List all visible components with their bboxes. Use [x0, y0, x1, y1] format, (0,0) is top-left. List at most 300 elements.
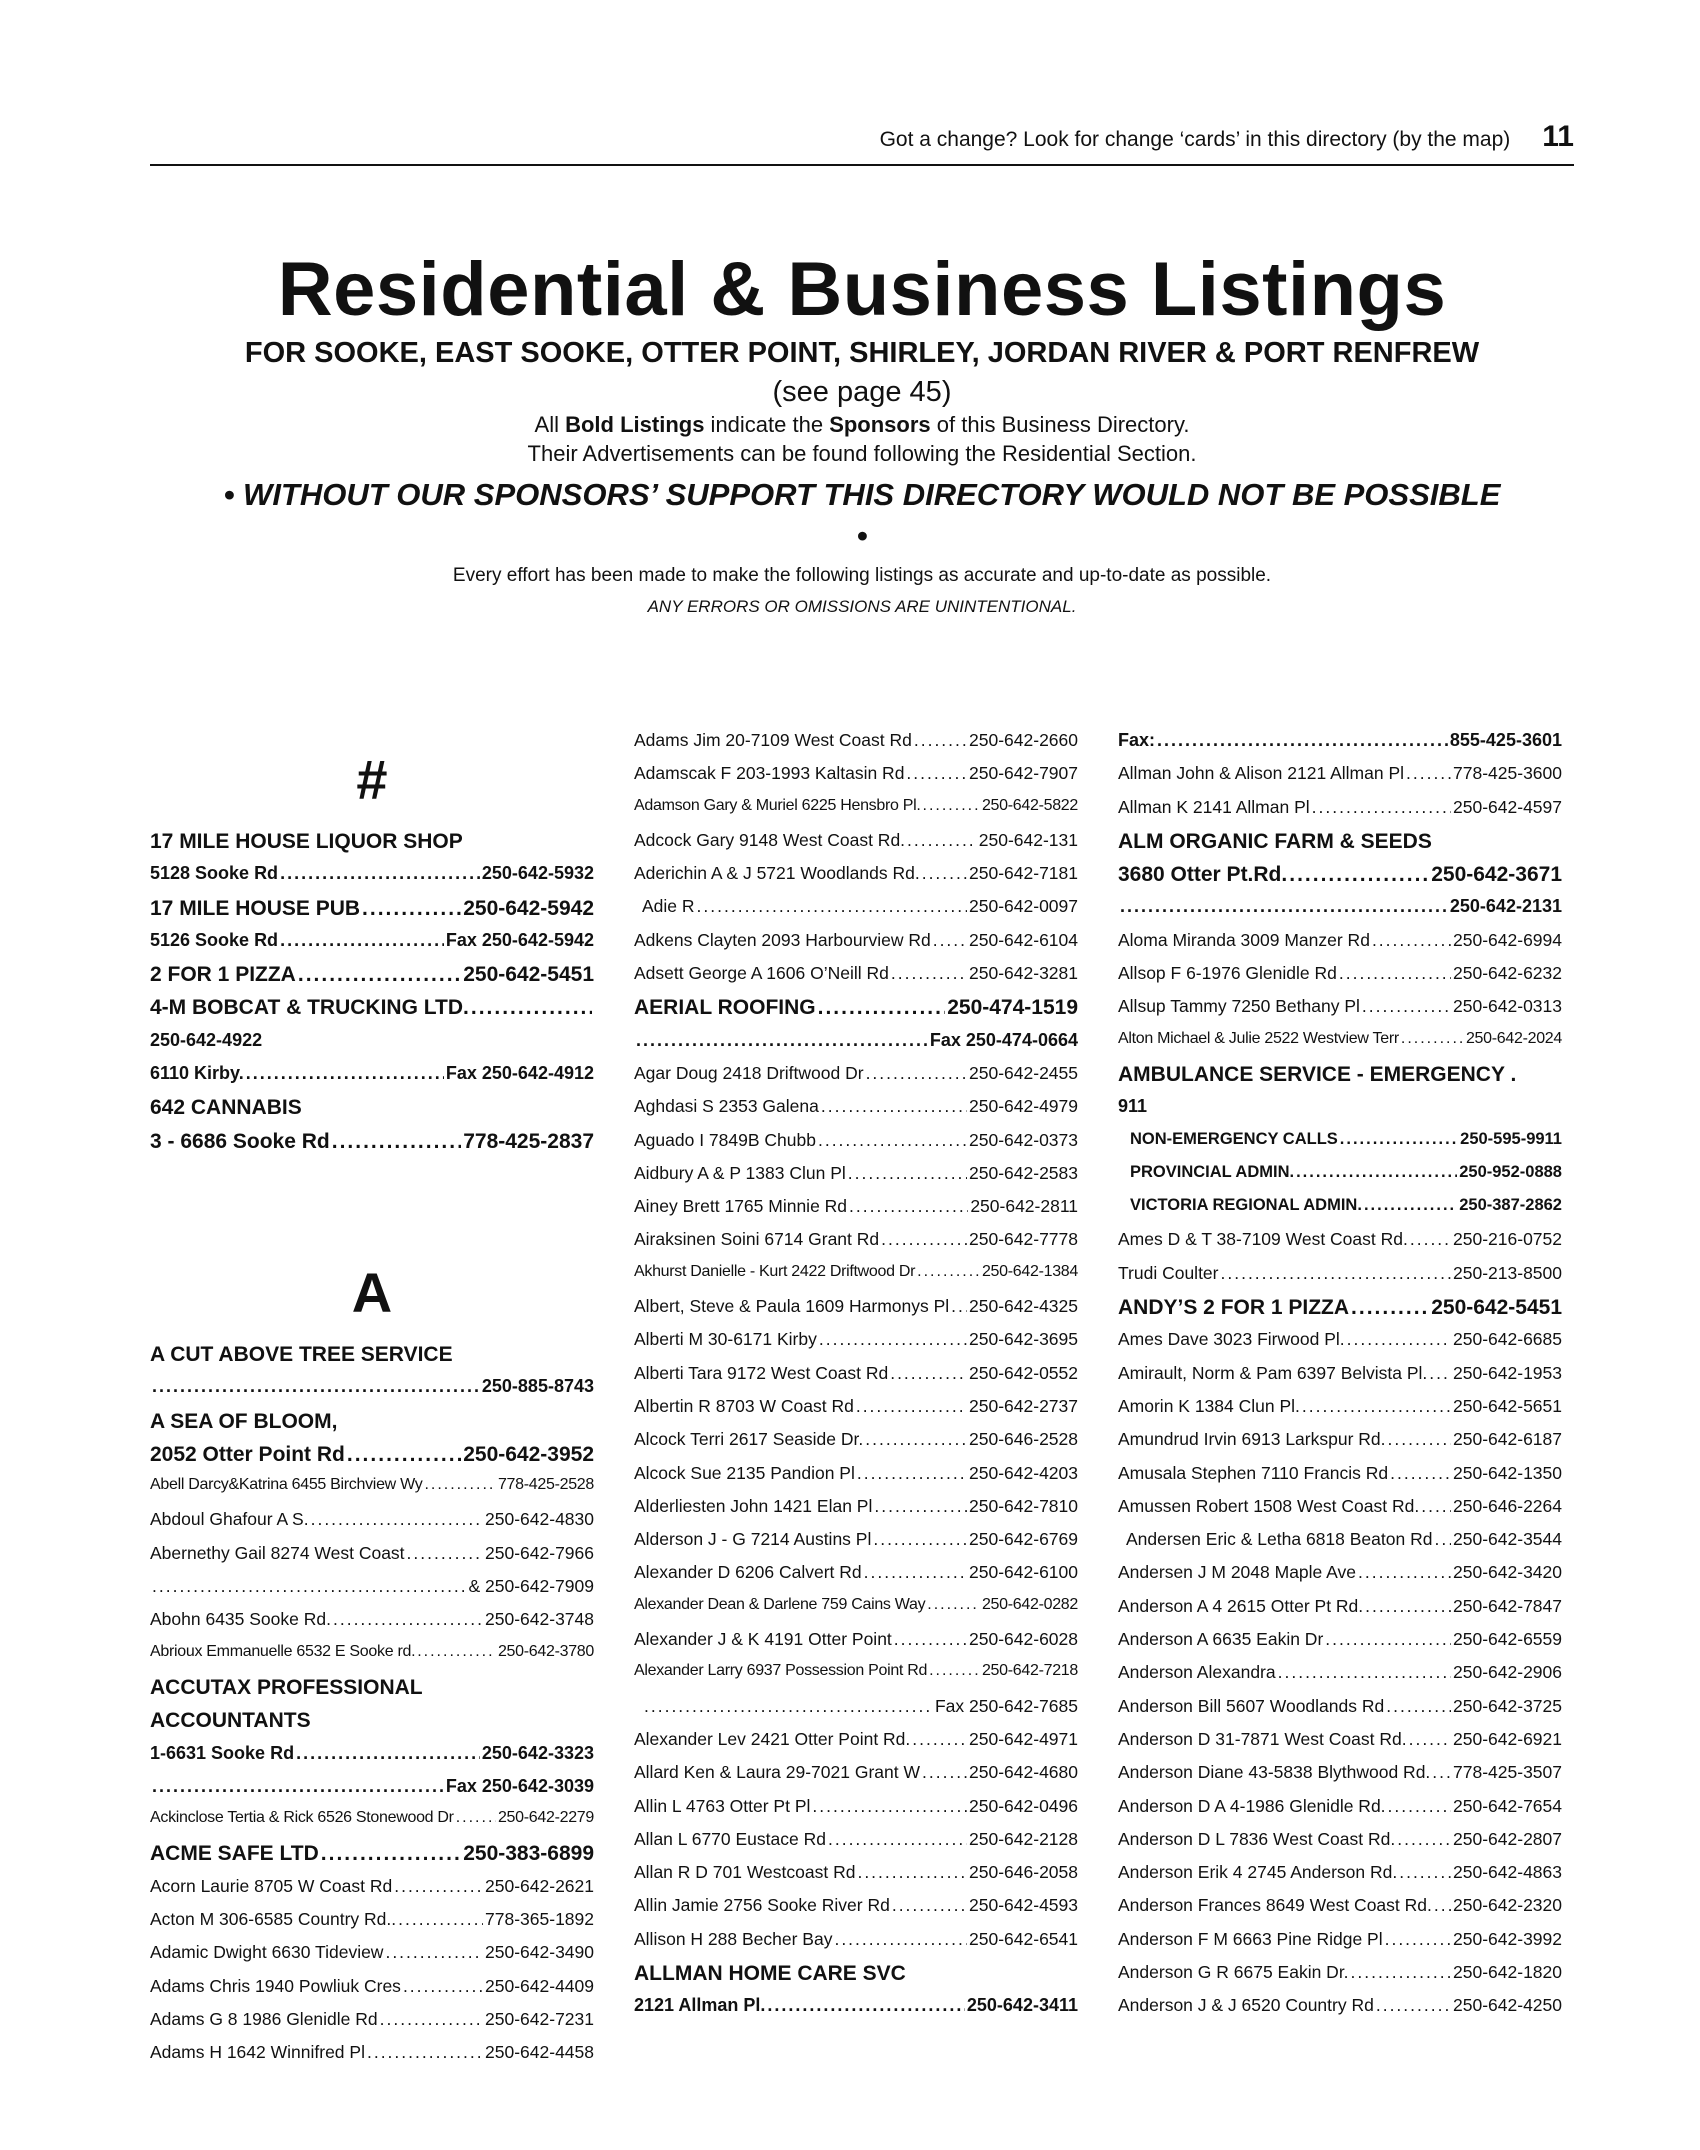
listing-phone: 250-642-6028	[969, 1629, 1078, 1650]
listing-entry	[634, 1229, 1078, 1262]
listing-name: Alcock Sue 2135 Pandion Pl	[634, 1462, 855, 1483]
listing-phone: Fax 250-642-4912	[445, 1063, 594, 1084]
dot-leader	[333, 1609, 483, 1630]
listing-entry	[634, 1895, 1078, 1928]
listing-name: 2 FOR 1 PIZZA	[150, 963, 296, 987]
dot-leader	[1296, 1163, 1457, 1182]
listing-entry	[1118, 863, 1562, 896]
listing-phone: 250-642-1820	[1453, 1961, 1562, 1982]
listing-name: Adamscak F 203-1993 Kaltasin Rd	[634, 763, 905, 784]
dot-leader	[1358, 1562, 1451, 1583]
listing-name: ALM ORGANIC FARM & SEEDS	[1118, 829, 1432, 853]
listing-phone: 250-216-0752	[1453, 1229, 1562, 1250]
listing-phone: 778-425-2528	[497, 1476, 594, 1494]
listing-name: Trudi Coulter	[1118, 1262, 1219, 1283]
dot-leader	[856, 1396, 967, 1417]
listing-phone: 250-642-6187	[1453, 1429, 1562, 1450]
listing-phone: 250-642-3420	[1453, 1562, 1562, 1583]
listing-entry	[634, 1696, 1078, 1729]
listing-name: Adamic Dwight 6630 Tideview	[150, 1942, 384, 1963]
listing-entry	[634, 1862, 1078, 1895]
listing-name: 6110 Kirby.	[150, 1063, 244, 1084]
listing-entry	[150, 930, 594, 963]
listing-phone: 250-383-6899	[463, 1842, 594, 1866]
listing-name: Allsup Tammy 7250 Bethany Pl	[1118, 996, 1360, 1017]
listing-entry	[150, 1096, 594, 1129]
listing-name: Anderson D A 4-1986 Glenidle Rd.	[1118, 1795, 1386, 1816]
dot-leader	[818, 996, 946, 1020]
dot-leader	[857, 1463, 967, 1484]
listing-phone: 250-642-7907	[969, 763, 1078, 784]
listing-phone: 250-642-7966	[485, 1542, 594, 1563]
listing-name: Aloma Miranda 3009 Manzer Rd	[1118, 929, 1370, 950]
listing-name: Aidbury A & P 1383 Clun Pl	[634, 1162, 846, 1183]
listing-phone: 250-642-5651	[1453, 1395, 1562, 1416]
listing-name: 4-M BOBCAT & TRUCKING LTD.	[150, 996, 469, 1020]
dot-leader	[636, 1030, 928, 1051]
listing-phone: 250-642-131	[978, 829, 1078, 850]
listing-name: Andersen Eric & Letha 6818 Beaton Rd	[1126, 1529, 1433, 1550]
listing-name: Ames D & T 38-7109 West Coast Rd.	[1118, 1229, 1408, 1250]
listing-phone: 250-642-6232	[1453, 963, 1562, 984]
listing-phone: 250-642-3544	[1453, 1529, 1562, 1550]
running-header	[150, 120, 1574, 156]
listing-name: 250-642-4922	[150, 1029, 263, 1050]
listing-entry	[1118, 1729, 1562, 1762]
dot-leader	[819, 1329, 967, 1350]
listing-name: Allison H 288 Becher Bay	[634, 1928, 833, 1949]
listing-entry	[634, 1796, 1078, 1829]
dot-leader	[1397, 1829, 1451, 1850]
listing-phone: 250-642-4979	[969, 1096, 1078, 1117]
dot-leader	[906, 763, 967, 784]
listing-phone: 250-642-5932	[481, 863, 594, 884]
accuracy-note: Every effort has been made to make the following listings as accurate and up-to-date as possible.	[452, 565, 1272, 586]
listing-entry	[1118, 830, 1562, 863]
listing-name: Amirault, Norm & Pam 6397 Belvista Pl.	[1118, 1362, 1428, 1383]
dot-leader	[849, 1196, 968, 1217]
header-rule	[150, 164, 1574, 166]
listing-entry	[150, 1376, 594, 1409]
listing-name: Andersen J M 2048 Maple Ave	[1118, 1562, 1357, 1583]
listing-entry	[1118, 1363, 1562, 1396]
dot-leader	[834, 1929, 967, 1950]
listing-entry	[634, 896, 1078, 929]
listing-phone: 778-365-1892	[485, 1909, 594, 1930]
dot-leader	[1339, 963, 1451, 984]
listing-name: 1-6631 Sooke Rd	[150, 1742, 295, 1763]
listing-name: Adkens Clayten 2093 Harbourview Rd	[634, 929, 931, 950]
listing-entry	[150, 897, 594, 930]
dot-leader	[1399, 1862, 1451, 1883]
listing-phone: 250-642-3952	[463, 1442, 594, 1466]
ads-note: Their Advertisements can be found following the Residential Section.	[527, 441, 1197, 466]
listing-entry	[634, 1263, 1078, 1296]
dot-leader	[894, 1629, 967, 1650]
title-block	[150, 248, 1574, 622]
dot-leader	[866, 1063, 967, 1084]
dot-leader	[398, 1909, 483, 1930]
dot-leader	[280, 863, 480, 884]
listing-phone: 250-642-7778	[969, 1229, 1078, 1250]
listing-entry	[634, 863, 1078, 896]
listing-phone: & 250-642-7909	[468, 1576, 594, 1597]
listing-phone: 250-213-8500	[1453, 1262, 1562, 1283]
support-statement: • WITHOUT OUR SPONSORS’ SUPPORT THIS DIRECTORY WOULD NOT BE POSSIBLE •	[223, 477, 1501, 553]
listing-entry	[150, 1410, 594, 1443]
dot-leader	[907, 830, 977, 851]
dot-leader	[892, 1895, 967, 1916]
listing-name: ACCUTAX PROFESSIONAL	[150, 1675, 423, 1699]
listing-entry	[150, 1130, 594, 1163]
listing-phone: 250-642-6104	[969, 929, 1078, 950]
listing-name: Anderson F M 6663 Pine Ridge Pl	[1118, 1928, 1383, 1949]
listing-entry	[1118, 1662, 1562, 1695]
dot-leader	[933, 930, 967, 951]
listing-entry	[634, 1096, 1078, 1129]
listing-name: Amussen Robert 1508 West Coast Rd.	[1118, 1495, 1420, 1516]
dot-leader	[912, 1729, 967, 1750]
listing-entry	[150, 830, 594, 863]
sponsor-note	[150, 410, 1574, 439]
listing-entry	[634, 1496, 1078, 1529]
listing-phone: 250-474-1519	[947, 996, 1078, 1020]
listing-name: Adcock Gary 9148 West Coast Rd.	[634, 829, 906, 850]
listing-phone: 250-642-1350	[1453, 1462, 1562, 1483]
listing-entry	[634, 1296, 1078, 1329]
listing-name: Abell Darcy&Katrina 6455 Birchview Wy	[150, 1476, 423, 1494]
listing-entry	[150, 1709, 594, 1742]
dot-leader	[874, 1496, 967, 1517]
listing-phone: 250-642-2621	[485, 1875, 594, 1896]
dot-leader	[1386, 1696, 1451, 1717]
listing-entry	[1118, 1929, 1562, 1962]
listing-phone: 250-642-2455	[969, 1062, 1078, 1083]
dot-leader	[1365, 1596, 1451, 1617]
listing-phone: 250-642-2024	[1465, 1029, 1562, 1047]
dot-leader	[311, 1509, 483, 1530]
dot-leader	[362, 897, 461, 921]
listing-name: Agar Doug 2418 Driftwood Dr	[634, 1062, 864, 1083]
dot-leader	[914, 730, 967, 751]
listing-name: Allsop F 6-1976 Glenidle Rd	[1118, 963, 1337, 984]
a-listings-part-1	[150, 1343, 594, 2076]
listing-name: Alexander J & K 4191 Otter Point	[634, 1629, 892, 1650]
listing-name: Anderson D 31-7871 West Coast Rd.	[1118, 1728, 1407, 1749]
listing-name: Anderson Frances 8649 West Coast Rd.	[1118, 1895, 1432, 1916]
listing-name: Allman John & Alison 2121 Allman Pl	[1118, 763, 1404, 784]
listing-entry	[634, 1163, 1078, 1196]
listing-phone: 855-425-3601	[1449, 730, 1562, 750]
listing-entry	[1118, 1063, 1562, 1096]
listing-phone: 250-642-4250	[1453, 1995, 1562, 2016]
listing-name: Adams H 1642 Winnifred Pl	[150, 2042, 365, 2063]
listing-phone: 250-642-1384	[981, 1262, 1078, 1280]
listing-entry	[1118, 1163, 1562, 1196]
listing-entry	[634, 1063, 1078, 1096]
dot-leader	[848, 1163, 967, 1184]
listing-phone: 250-646-2058	[969, 1862, 1078, 1883]
dot-leader	[1120, 896, 1448, 917]
page-subtitle: FOR SOOKE, EAST SOOKE, OTTER POINT, SHIRLEY, JORDAN RIVER & PORT RENFREW	[244, 337, 1480, 369]
listing-phone: 250-642-0282	[981, 1595, 1078, 1613]
dot-leader	[1221, 1263, 1452, 1284]
listing-entry	[150, 1576, 594, 1609]
listing-name: Allard Ken & Laura 29-7021 Grant W	[634, 1762, 920, 1783]
listing-phone: 250-642-0097	[969, 896, 1078, 917]
listing-phone: 250-642-7218	[981, 1662, 1078, 1680]
dot-leader	[152, 1776, 444, 1797]
dot-leader	[407, 1543, 483, 1564]
listing-entry	[634, 1596, 1078, 1629]
listing-name: Acton M 306-6585 Country Rd..	[150, 1909, 397, 1930]
errors-note: ANY ERRORS OR OMISSIONS ARE UNINTENTIONAL.	[647, 597, 1077, 616]
listing-phone: 250-642-6100	[969, 1562, 1078, 1583]
listing-phone: Fax 250-642-7685	[934, 1695, 1078, 1716]
listing-entry	[1118, 1396, 1562, 1429]
listing-entry	[1118, 1296, 1562, 1329]
listing-name: Akhurst Danielle - Kurt 2422 Driftwood Dr	[634, 1262, 916, 1280]
dot-leader	[152, 1576, 466, 1597]
listing-name: ALLMAN HOME CARE SVC	[634, 1961, 906, 1985]
dot-leader	[1388, 1796, 1451, 1817]
listing-entry	[634, 930, 1078, 963]
listing-entry	[150, 1842, 594, 1875]
listing-entry	[150, 1063, 594, 1096]
dot-leader	[818, 1130, 967, 1151]
listing-name: Anderson Erik 4 2745 Anderson Rd.	[1118, 1862, 1398, 1883]
listing-phone: 250-642-2320	[1453, 1895, 1562, 1916]
listing-phone: 250-885-8743	[481, 1376, 594, 1397]
sponsor-text-2: indicate the	[704, 412, 830, 437]
listing-name: Anderson Alexandra	[1118, 1662, 1276, 1683]
dot-leader	[922, 863, 967, 884]
listing-entry	[634, 1662, 1078, 1695]
dot-leader	[367, 2042, 483, 2063]
listing-entry	[1118, 797, 1562, 830]
listing-phone: 250-642-3323	[481, 1742, 594, 1763]
dot-leader	[922, 1762, 967, 1783]
listing-entry	[634, 1030, 1078, 1063]
listing-phone: 250-642-2128	[969, 1828, 1078, 1849]
sponsors-text: Sponsors	[829, 412, 931, 437]
dot-leader	[929, 1662, 980, 1680]
listing-entry	[634, 1529, 1078, 1562]
listing-entry	[150, 996, 594, 1029]
listing-entry	[150, 1776, 594, 1809]
dot-leader	[296, 1743, 480, 1764]
listing-name: Ainey Brett 1765 Minnie Rd	[634, 1196, 848, 1217]
listing-entry	[634, 1629, 1078, 1662]
listing-entry	[1118, 963, 1562, 996]
dot-leader	[417, 1643, 496, 1661]
listing-name: Alderliesten John 1421 Elan Pl	[634, 1495, 873, 1516]
listing-entry	[150, 1609, 594, 1642]
listing-phone: 250-642-5451	[1431, 1296, 1562, 1320]
listing-phone: 250-952-0888	[1459, 1162, 1562, 1181]
listing-name: Abrioux Emmanuelle 6532 E Sooke rd.	[150, 1642, 416, 1660]
listing-entry	[1118, 1130, 1562, 1163]
listing-name: Allin Jamie 2756 Sooke River Rd	[634, 1895, 890, 1916]
listing-entry	[1118, 1796, 1562, 1829]
dot-leader	[1347, 1329, 1451, 1350]
listing-column-1	[150, 730, 594, 2076]
dot-leader	[1351, 1962, 1451, 1983]
listing-name: Aguado I 7849B Chubb	[634, 1129, 816, 1150]
listing-phone: 250-642-7181	[969, 863, 1078, 884]
listing-name: ACME SAFE LTD	[150, 1842, 319, 1866]
listing-phone: 250-642-3411	[966, 1995, 1078, 2016]
dot-leader	[1289, 863, 1429, 887]
listing-phone: 250-642-3992	[1453, 1928, 1562, 1949]
listing-name: Abdoul Ghafour A S.	[150, 1509, 309, 1530]
section-heading-hash: #	[356, 748, 388, 811]
listing-entry	[634, 830, 1078, 863]
dot-leader	[1388, 1429, 1452, 1450]
dot-leader	[380, 2009, 483, 2030]
listing-name: Anderson A 6635 Eakin Dr	[1118, 1629, 1324, 1650]
listing-entry	[634, 963, 1078, 996]
dot-leader	[767, 1995, 964, 2016]
listing-entry	[150, 1343, 594, 1376]
listing-name: 5126 Sooke Rd	[150, 929, 279, 950]
listing-phone: 250-642-4863	[1453, 1862, 1562, 1883]
dot-leader	[644, 1696, 933, 1717]
dot-leader	[1421, 1496, 1451, 1517]
listing-name: 642 CANNABIS	[150, 1096, 302, 1120]
listing-name: 5128 Sooke Rd	[150, 863, 279, 884]
listing-entry	[150, 1643, 594, 1676]
listing-phone: Fax 250-474-0664	[929, 1029, 1078, 1050]
listing-name: Alberti M 30-6171 Kirby	[634, 1329, 817, 1350]
listing-name: ANDY’S 2 FOR 1 PIZZA	[1118, 1296, 1350, 1320]
listing-name: 17 MILE HOUSE PUB	[150, 896, 361, 920]
listing-entry	[1118, 1030, 1562, 1063]
listing-name: Allan R D 701 Westcoast Rd	[634, 1862, 856, 1883]
listing-phone: 250-642-4830	[485, 1509, 594, 1530]
listing-name: Amusala Stephen 7110 Francis Rd	[1118, 1462, 1389, 1483]
listing-phone: 250-642-4971	[969, 1728, 1078, 1749]
listing-phone: 250-642-6994	[1453, 929, 1562, 950]
listing-name: Fax:	[1118, 730, 1156, 750]
listing-entry	[634, 1130, 1078, 1163]
listing-name: Acorn Laurie 8705 W Coast Rd	[150, 1875, 393, 1896]
listing-name: Anderson D L 7836 West Coast Rd.	[1118, 1828, 1396, 1849]
dot-leader	[1410, 1229, 1451, 1250]
dot-leader	[394, 1876, 483, 1897]
listing-entry	[1118, 930, 1562, 963]
listing-name: Alexander Lev 2421 Otter Point Rd.	[634, 1728, 911, 1749]
dot-leader	[456, 1809, 496, 1827]
page-title: Residential & Business Listings	[277, 247, 1447, 332]
listing-name: Adsett George A 1606 O’Neill Rd	[634, 963, 889, 984]
listing-name: Alton Michael & Julie 2522 Westview Terr	[1118, 1029, 1399, 1047]
dot-leader	[881, 1229, 967, 1250]
listing-phone: 250-642-4203	[969, 1462, 1078, 1483]
listing-name: NON-EMERGENCY CALLS	[1130, 1129, 1338, 1148]
listing-entry	[634, 730, 1078, 763]
dot-leader	[812, 1796, 967, 1817]
listing-entry	[150, 1030, 594, 1063]
dot-leader	[873, 1529, 967, 1550]
listing-phone: 250-642-6559	[1453, 1629, 1562, 1650]
dot-leader	[865, 1429, 967, 1450]
listing-name: PROVINCIAL ADMIN.	[1130, 1162, 1295, 1181]
listing-entry	[150, 963, 594, 996]
listing-phone: 250-642-5942	[463, 896, 594, 920]
listing-entry	[634, 996, 1078, 1029]
dot-leader	[424, 1476, 496, 1494]
listing-phone: 250-642-3695	[969, 1329, 1078, 1350]
listing-name: AERIAL ROOFING	[634, 996, 816, 1020]
listing-phone: 250-642-7847	[1453, 1595, 1562, 1616]
listing-name: Allin L 4763 Otter Pt Pl	[634, 1795, 811, 1816]
listing-phone: 250-642-3281	[969, 963, 1078, 984]
listing-phone: 250-642-2660	[969, 730, 1078, 750]
listing-phone: 778-425-3507	[1453, 1762, 1562, 1783]
listing-phone: 250-642-6769	[969, 1529, 1078, 1550]
dot-leader	[1434, 1895, 1451, 1916]
dot-leader	[828, 1829, 967, 1850]
listing-phone: 250-642-4680	[969, 1762, 1078, 1783]
listing-phone: 250-642-4593	[969, 1895, 1078, 1916]
listing-entry	[150, 2009, 594, 2042]
dot-leader	[1351, 1296, 1429, 1320]
listing-entry	[1118, 1263, 1562, 1296]
listing-name: ACCOUNTANTS	[150, 1709, 311, 1733]
listing-entry	[150, 1476, 594, 1509]
listing-entry	[634, 1995, 1078, 2028]
dot-leader	[246, 1063, 444, 1084]
listing-phone: 250-642-6685	[1453, 1329, 1562, 1350]
listing-column-2	[634, 730, 1078, 2029]
listing-entry	[634, 1363, 1078, 1396]
listing-name: Ackinclose Tertia & Rick 6526 Stonewood Dr	[150, 1809, 454, 1827]
listing-phone: 250-642-4325	[969, 1296, 1078, 1317]
listing-entry	[634, 797, 1078, 830]
listing-phone: 250-642-7654	[1453, 1795, 1562, 1816]
listing-entry	[634, 1396, 1078, 1429]
dot-leader	[1385, 1929, 1451, 1950]
listing-name: Abernethy Gail 8274 West Coast	[150, 1542, 405, 1563]
listing-entry	[1118, 1596, 1562, 1629]
dot-leader	[917, 1263, 980, 1281]
listing-entry	[1118, 1429, 1562, 1462]
dot-leader	[864, 1562, 967, 1583]
listing-name: Adams Jim 20-7109 West Coast Rd	[634, 730, 912, 750]
listing-name: 17 MILE HOUSE LIQUOR SHOP	[150, 830, 463, 853]
listing-entry	[1118, 896, 1562, 929]
listing-entry	[1118, 1329, 1562, 1362]
listing-phone: 250-387-2862	[1459, 1196, 1562, 1215]
bold-listings-text: Bold Listings	[565, 412, 705, 437]
listing-phone: 250-642-2737	[969, 1395, 1078, 1416]
dot-leader	[347, 1443, 461, 1467]
dot-leader	[891, 963, 967, 984]
listing-entry	[1118, 1995, 1562, 2028]
listing-entry	[634, 1829, 1078, 1862]
listing-entry	[1118, 730, 1562, 763]
listing-entry	[1118, 1862, 1562, 1895]
listing-phone: 250-642-2279	[497, 1809, 594, 1827]
listing-entry	[634, 1762, 1078, 1795]
listing-name: Abohn 6435 Sooke Rd.	[150, 1609, 331, 1630]
listing-entry	[634, 763, 1078, 796]
listing-entry	[150, 1443, 594, 1476]
listing-phone: 250-646-2264	[1453, 1495, 1562, 1516]
listing-phone: 250-642-2131	[1449, 896, 1562, 917]
dot-leader	[697, 896, 967, 917]
